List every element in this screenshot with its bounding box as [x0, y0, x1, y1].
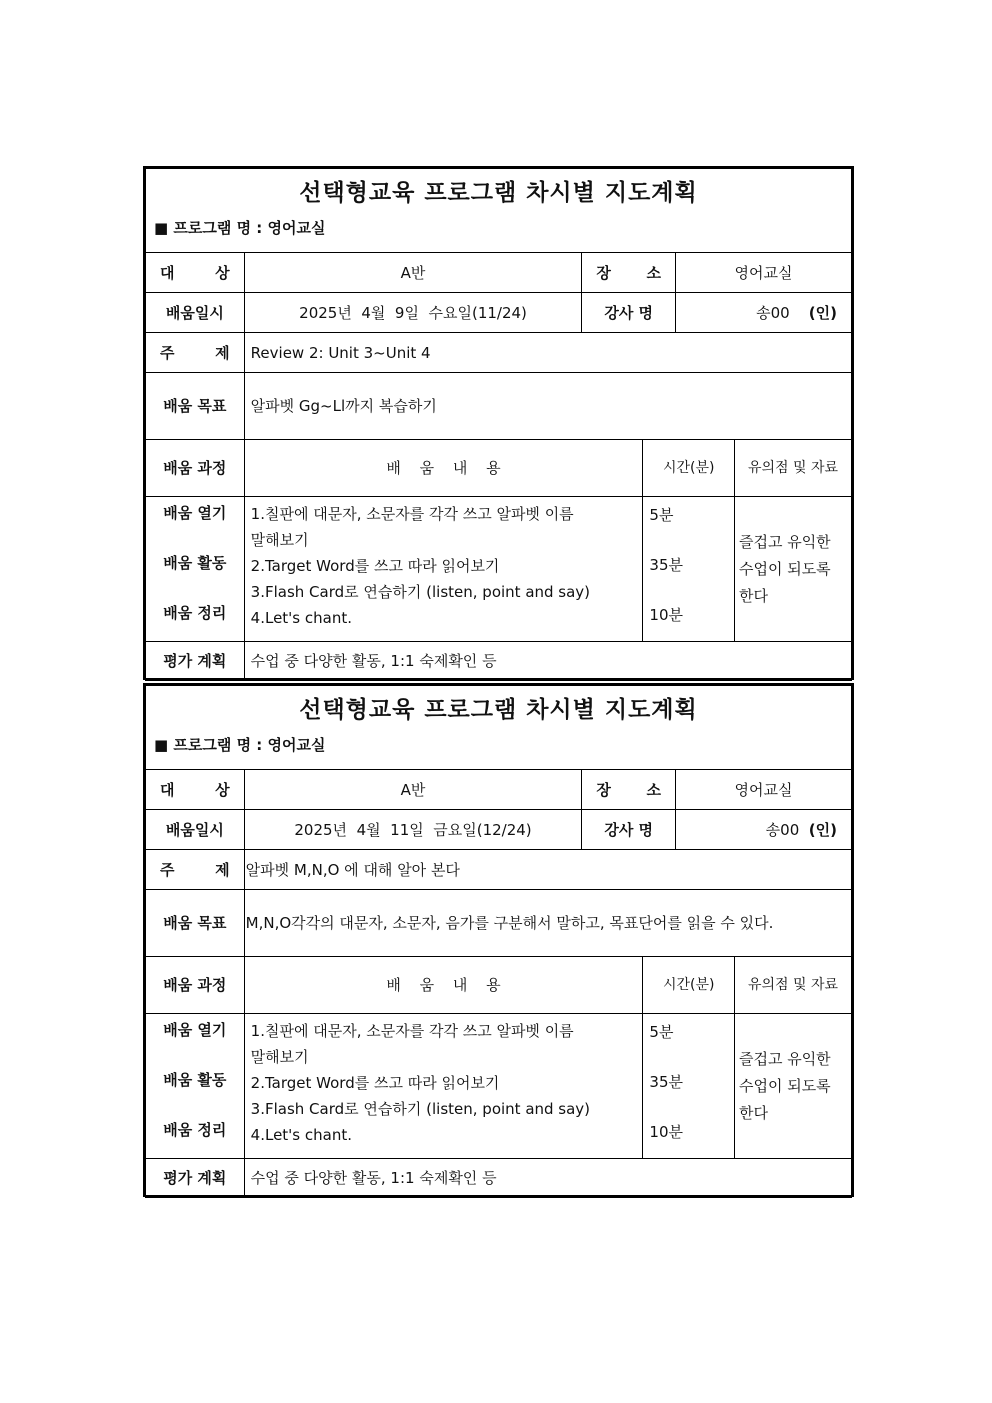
plan-header: [146, 169, 852, 253]
eval-value: 수업 중 다양한 활동, 1:1 숙제확인 등: [244, 1159, 851, 1198]
plan-table: [145, 685, 852, 1198]
target-value: A반: [244, 253, 582, 293]
place-value: 영어교실: [675, 253, 851, 293]
phase-activity: 배움 활동: [163, 554, 227, 572]
time-close: 10분: [649, 606, 683, 624]
topic-label: 주 제: [146, 333, 245, 373]
step-list: [244, 1014, 643, 1159]
program-name: ■ 프로그램 명 : 영어교실: [154, 218, 326, 237]
lesson-plan-1: [143, 166, 854, 680]
program-name: ■ 프로그램 명 : 영어교실: [154, 735, 326, 754]
step-item: 말해보기: [250, 1048, 309, 1066]
process-label: 배움 과정: [146, 440, 245, 497]
phase-list: [146, 497, 245, 642]
time-label: 시간(분): [643, 440, 735, 497]
phase-list: [146, 1014, 245, 1159]
place-label: 장 소: [582, 770, 676, 810]
plan-title: 선택형교육 프로그램 차시별 지도계획: [299, 179, 698, 206]
time-label: 시간(분): [643, 957, 735, 1014]
process-label: 배움 과정: [146, 957, 245, 1014]
place-value: 영어교실: [675, 770, 851, 810]
time-activity: 35분: [649, 1073, 683, 1091]
step-item: 4.Let's chant.: [250, 609, 352, 627]
eval-value: 수업 중 다양한 활동, 1:1 숙제확인 등: [244, 642, 851, 681]
seal-mark: (인): [808, 303, 837, 322]
eval-label: 평가 계획: [146, 1159, 245, 1198]
time-activity: 35분: [649, 556, 683, 574]
teacher-cell: [675, 810, 851, 850]
step-item: 3.Flash Card로 연습하기 (listen, point and say): [250, 1100, 591, 1118]
phase-close: 배움 정리: [163, 1121, 227, 1139]
time-list: [643, 497, 735, 642]
eval-label: 평가 계획: [146, 642, 245, 681]
goal-label: 배움 목표: [146, 890, 245, 957]
place-label: 장 소: [582, 253, 676, 293]
time-open: 5분: [649, 506, 674, 524]
topic-value: 알파벳 M,N,O 에 대해 알아 본다: [244, 850, 851, 890]
plan-title: 선택형교육 프로그램 차시별 지도계획: [299, 696, 698, 723]
step-item: 1.칠판에 대문자, 소문자를 각각 쓰고 알파벳 이름: [250, 1022, 574, 1040]
teacher-value: 송00: [756, 303, 790, 322]
step-item: 2.Target Word를 쓰고 따라 읽어보기: [250, 557, 500, 575]
content-label: 배 움 내 용: [244, 440, 643, 497]
goal-value: 알파벳 Gg~Ll까지 복습하기: [244, 373, 851, 440]
phase-close: 배움 정리: [163, 604, 227, 622]
time-list: [643, 1014, 735, 1159]
date-value: 2025년 4월 11일 금요일(12/24): [244, 810, 582, 850]
target-label: 대 상: [146, 253, 245, 293]
teacher-label: 강사 명: [582, 293, 676, 333]
teacher-label: 강사 명: [582, 810, 676, 850]
content-label: 배 움 내 용: [244, 957, 643, 1014]
plan-table: [145, 168, 852, 681]
time-open: 5분: [649, 1023, 674, 1041]
step-item: 말해보기: [250, 531, 309, 549]
phase-open: 배움 열기: [163, 504, 227, 522]
step-item: 1.칠판에 대문자, 소문자를 각각 쓰고 알파벳 이름: [250, 505, 574, 523]
target-value: A반: [244, 770, 582, 810]
date-value: 2025년 4월 9일 수요일(11/24): [244, 293, 582, 333]
teacher-cell: [675, 293, 851, 333]
target-label: 대 상: [146, 770, 245, 810]
phase-open: 배움 열기: [163, 1021, 227, 1039]
date-label: 배움일시: [146, 293, 245, 333]
goal-label: 배움 목표: [146, 373, 245, 440]
notes-label: 유의점 및 자료: [734, 957, 851, 1014]
topic-value: Review 2: Unit 3~Unit 4: [244, 333, 851, 373]
note-value: 즐겁고 유익한 수업이 되도록 한다: [734, 497, 851, 642]
date-label: 배움일시: [146, 810, 245, 850]
phase-activity: 배움 활동: [163, 1071, 227, 1089]
notes-label: 유의점 및 자료: [734, 440, 851, 497]
plan-header: [146, 686, 852, 770]
step-list: [244, 497, 643, 642]
seal-mark: (인): [808, 820, 837, 839]
note-value: 즐겁고 유익한 수업이 되도록 한다: [734, 1014, 851, 1159]
teacher-value: 송00: [765, 820, 800, 839]
lesson-plan-2: [143, 683, 854, 1197]
goal-value: M,N,O각각의 대문자, 소문자, 음가를 구분해서 말하고, 목표단어를 읽을 수 있다.: [244, 890, 851, 957]
topic-label: 주 제: [146, 850, 245, 890]
time-close: 10분: [649, 1123, 683, 1141]
step-item: 2.Target Word를 쓰고 따라 읽어보기: [250, 1074, 500, 1092]
step-item: 3.Flash Card로 연습하기 (listen, point and say): [250, 583, 591, 601]
step-item: 4.Let's chant.: [250, 1126, 352, 1144]
